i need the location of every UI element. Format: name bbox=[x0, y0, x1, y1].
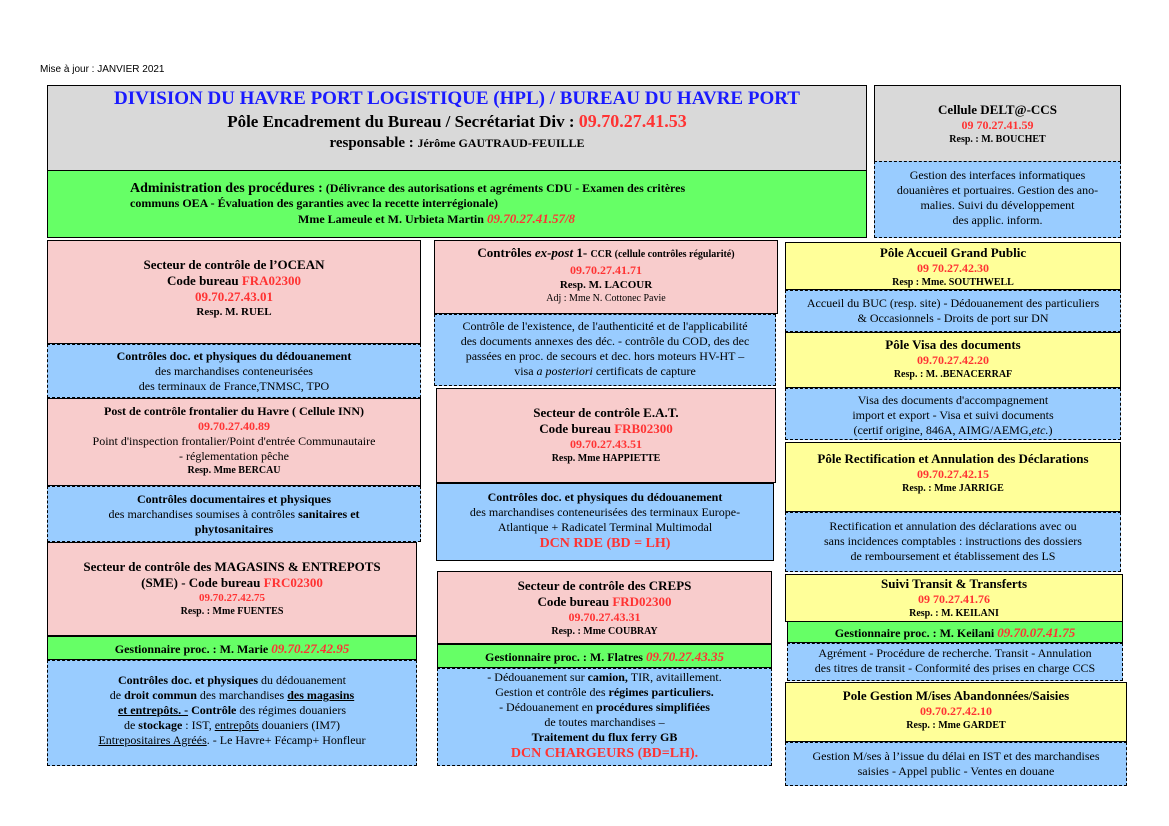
suivi-transit-desc bbox=[787, 643, 1123, 681]
sme-d5b: . - Le Havre+ Fécamp+ Honfleur bbox=[206, 733, 366, 747]
suivi-transit-box bbox=[785, 574, 1123, 622]
pole-gestion-box bbox=[785, 682, 1127, 742]
creps-d1c: TIR, avitaillement. bbox=[630, 670, 722, 684]
secteur-ocean-code: FRA02300 bbox=[241, 273, 302, 288]
secteur-creps-desc-line bbox=[438, 685, 771, 700]
pole-visa-desc bbox=[785, 388, 1121, 440]
administration-phone: 09.70.27.41.57/8 bbox=[486, 211, 576, 226]
pole-encadrement-phone: 09.70.27.41.53 bbox=[578, 111, 687, 131]
pole-gestion-desc bbox=[785, 742, 1127, 786]
secteur-sme-title-2-line bbox=[48, 575, 416, 591]
cellule-inn-box bbox=[47, 398, 421, 486]
pole-gestion-title: Pole Gestion M/ises Abandonnées/Saisies bbox=[842, 688, 1070, 703]
administration-text bbox=[48, 181, 866, 211]
cellule-delta-phone: 09 70.27.41.59 bbox=[961, 118, 1034, 132]
secteur-sme-gestionnaire-label: Gestionnaire proc. : M. Marie bbox=[114, 642, 269, 656]
cellule-delta-desc-line: douanières et portuaires. Gestion des ano- bbox=[896, 183, 1099, 197]
pole-encadrement-label: Pôle Encadrement du Bureau / Secrétariat Div : bbox=[227, 112, 575, 131]
secteur-sme-gestionnaire bbox=[47, 636, 417, 660]
suivi-transit-desc-line: Agrément - Procédure de recherche. Transit - Annulation bbox=[818, 646, 1092, 660]
cellule-inn-line-2: - réglementation pêche bbox=[179, 449, 289, 463]
sme-d2b: droit commun bbox=[124, 688, 197, 702]
update-note: Mise à jour : JANVIER 2021 bbox=[40, 64, 165, 75]
pole-visa-desc-line bbox=[786, 423, 1120, 438]
pole-accueil-title: Pôle Accueil Grand Public bbox=[879, 245, 1027, 260]
secteur-creps-phone: 09.70.27.43.31 bbox=[568, 610, 641, 624]
controles-expost-phone: 09.70.27.41.71 bbox=[570, 263, 642, 277]
responsable-label: responsable : bbox=[329, 135, 414, 151]
cellule-inn-desc-bold: sanitaires et bbox=[298, 507, 360, 521]
cellule-inn-desc-line bbox=[48, 507, 420, 522]
pole-rectification-title: Pôle Rectification et Annulation des Déclarations bbox=[817, 451, 1089, 466]
secteur-creps-desc-line: de toutes marchandises – bbox=[544, 715, 665, 729]
pole-visa-box bbox=[785, 332, 1121, 388]
pole-gestion-phone: 09.70.27.42.10 bbox=[920, 704, 992, 718]
suivi-transit-gestionnaire bbox=[787, 621, 1123, 643]
sme-d4d: entrepôts bbox=[214, 718, 259, 732]
suivi-transit-phone: 09 70.27.41.76 bbox=[918, 592, 990, 606]
controles-expost-desc-line: passées en proc. de secours et dec. hors moteurs HV-HT – bbox=[465, 349, 745, 363]
cellule-inn-phone: 09.70.27.40.89 bbox=[198, 419, 270, 433]
secteur-eat-desc-title: Contrôles doc. et physiques du dédouanement bbox=[487, 490, 723, 504]
secteur-eat-box bbox=[436, 388, 776, 483]
creps-d3a: - Dédouanement en bbox=[499, 700, 594, 714]
sme-d4e: douaniers (IM7) bbox=[261, 718, 341, 732]
cellule-delta-resp: Resp. : M. BOUCHET bbox=[949, 134, 1046, 145]
secteur-creps-box bbox=[437, 571, 772, 644]
division-header bbox=[47, 85, 867, 171]
secteur-creps-dcn: DCN CHARGEURS (BD=LH). bbox=[510, 746, 699, 761]
secteur-sme-title-1: Secteur de contrôle des MAGASINS & ENTREPOTS bbox=[83, 559, 381, 574]
secteur-sme-phone: 09.70.27.42.75 bbox=[199, 592, 265, 604]
sme-d1a: Contrôles doc. et physiques bbox=[118, 673, 259, 687]
cellule-delta-desc-line: malies. Suivi du développement bbox=[920, 198, 1075, 212]
pole-visa-phone: 09.70.27.42.20 bbox=[917, 353, 989, 367]
expost-title-a: Contrôles bbox=[477, 245, 532, 260]
secteur-ocean-box bbox=[47, 240, 421, 344]
creps-d1a: - Dédouanement sur bbox=[487, 670, 585, 684]
secteur-eat-code-label: Code bureau bbox=[539, 421, 611, 436]
pole-visa-title: Pôle Visa des documents bbox=[885, 337, 1021, 352]
cellule-delta-box bbox=[874, 85, 1121, 162]
visa-desc-3c: ) bbox=[1048, 423, 1053, 437]
sme-d1b: du dédouanement bbox=[261, 673, 346, 687]
cellule-delta-desc-line: des applic. inform. bbox=[952, 213, 1043, 227]
secteur-sme-title-2: (SME) - Code bureau bbox=[141, 575, 261, 590]
cellule-inn-desc-bold-2: phytosanitaires bbox=[194, 522, 274, 536]
secteur-sme-resp: Resp. : Mme FUENTES bbox=[180, 606, 284, 617]
sme-d5a: Entrepositaires Agréés bbox=[98, 733, 207, 747]
controles-expost-resp: Resp. M. LACOUR bbox=[559, 279, 653, 291]
secteur-ocean-desc-line: des marchandises conteneurisées bbox=[155, 364, 313, 378]
sme-d3a: et entrepôts. - bbox=[117, 703, 189, 717]
creps-d2b: régimes particuliers. bbox=[608, 685, 714, 699]
secteur-creps-desc-line bbox=[438, 670, 771, 685]
sme-d3c: des régimes douaniers bbox=[239, 703, 347, 717]
secteur-eat-dcn: DCN RDE (BD = LH) bbox=[539, 536, 671, 551]
controles-expost-desc-line: Contrôle de l'existence, de l'authenticité et de l'applicabilité bbox=[462, 319, 748, 333]
pole-visa-desc-line: Visa des documents d'accompagnement bbox=[857, 393, 1049, 407]
responsable-name: Jérôme GAUTRAUD-FEUILLE bbox=[417, 136, 585, 150]
secteur-ocean-desc-line: des terminaux de France,TNMSC, TPO bbox=[138, 379, 330, 393]
expost-title-d: CCR (cellule contrôles régularité) bbox=[590, 249, 735, 260]
pole-gestion-desc-line: saisies - Appel public - Ventes en douane bbox=[857, 764, 1055, 778]
secteur-creps-gestionnaire-phone: 09.70.27.43.35 bbox=[645, 649, 724, 664]
suivi-transit-title: Suivi Transit & Transferts bbox=[880, 576, 1028, 591]
secteur-ocean-code-label: Code bureau bbox=[166, 273, 239, 288]
visa-desc-3a: (certif origine, 846A, AIMG/AEMG, bbox=[853, 423, 1032, 437]
secteur-creps-code-label: Code bureau bbox=[537, 594, 610, 609]
controles-expost-title bbox=[435, 245, 777, 263]
sme-d3b: Contrôle bbox=[191, 703, 237, 717]
pole-accueil-phone: 09 70.27.42.30 bbox=[917, 261, 989, 275]
secteur-creps-gestionnaire bbox=[437, 644, 772, 668]
pole-accueil-box bbox=[785, 242, 1121, 290]
creps-d2a: Gestion et contrôle des bbox=[495, 685, 606, 699]
suivi-transit-gestionnaire-label: Gestionnaire proc. : M. Keilani bbox=[834, 626, 995, 640]
secteur-eat-phone: 09.70.27.43.51 bbox=[570, 437, 642, 451]
secteur-eat-desc-line: des marchandises conteneurisées des terminaux Europe- bbox=[469, 505, 741, 519]
pole-accueil-desc-line: & Occasionnels - Droits de port sur DN bbox=[857, 311, 1049, 325]
secteur-creps-title: Secteur de contrôle des CREPS bbox=[517, 578, 692, 593]
creps-d3b: procédures simplifiées bbox=[596, 700, 710, 714]
responsable-line bbox=[48, 133, 866, 153]
cellule-inn-desc bbox=[47, 486, 421, 542]
pole-accueil-resp: Resp : Mme. SOUTHWELL bbox=[892, 277, 1014, 288]
pole-rectification-desc-line: sans incidences comptables : instructions des dossiers bbox=[824, 534, 1082, 548]
pole-accueil-desc-line: Accueil du BUC (resp. site) - Dédouanement des particuliers bbox=[806, 296, 1100, 310]
cellule-inn-line-1: Point d'inspection frontalier/Point d'entrée Communautaire bbox=[92, 434, 376, 448]
pole-rectification-phone: 09.70.27.42.15 bbox=[917, 467, 989, 481]
secteur-sme-gestionnaire-phone: 09.70.27.42.95 bbox=[271, 641, 350, 656]
expost-desc-4a: visa bbox=[514, 364, 534, 378]
secteur-sme-desc-line bbox=[48, 703, 416, 718]
creps-d1b: camion, bbox=[587, 670, 628, 684]
suivi-transit-resp: Resp. : M. KEILANI bbox=[909, 608, 999, 619]
secteur-ocean-phone: 09.70.27.43.01 bbox=[195, 289, 273, 304]
administration-desc-2: communs OEA - Évaluation des garanties avec la recette interrégionale) bbox=[130, 196, 499, 210]
controles-expost-adj: Adj : Mme N. Cottonec Pavie bbox=[546, 293, 666, 304]
secteur-sme-desc-line bbox=[48, 718, 416, 733]
secteur-creps-code-line bbox=[438, 594, 771, 610]
secteur-eat-resp: Resp. Mme HAPPIETTE bbox=[551, 453, 661, 464]
pole-gestion-desc-line: Gestion M/ses à l’issue du délai en IST et des marchandises bbox=[812, 749, 1100, 763]
pole-rectification-resp: Resp. : Mme JARRIGE bbox=[902, 483, 1004, 494]
cellule-delta-desc bbox=[874, 161, 1121, 238]
secteur-ocean-desc bbox=[47, 344, 421, 398]
secteur-sme-desc bbox=[47, 660, 417, 766]
administration-desc-1: (Délivrance des autorisations et agréments CDU - Examen des critères bbox=[325, 181, 686, 195]
controles-expost-desc-line: des documents annexes des déc. - contrôle du COD, des dec bbox=[460, 334, 750, 348]
secteur-creps-resp: Resp. : Mme COUBRAY bbox=[551, 626, 658, 637]
controles-expost-box bbox=[434, 240, 778, 314]
secteur-ocean-desc-title: Contrôles doc. et physiques du dédouanement bbox=[116, 349, 352, 363]
administration-box bbox=[47, 170, 867, 238]
suivi-transit-gestionnaire-phone: 09.70.07.41.75 bbox=[997, 625, 1076, 640]
sme-d4c: : IST, bbox=[185, 718, 212, 732]
secteur-sme-desc-line bbox=[48, 733, 416, 748]
secteur-eat-title: Secteur de contrôle E.A.T. bbox=[533, 405, 679, 420]
pole-rectification-desc-line: de remboursement et établissement des LS bbox=[850, 549, 1056, 563]
secteur-sme-box bbox=[47, 542, 417, 636]
secteur-ocean-code-line bbox=[48, 273, 420, 289]
cellule-delta-desc-line: Gestion des interfaces informatiques bbox=[909, 168, 1086, 182]
pole-gestion-resp: Resp. : Mme GARDET bbox=[906, 720, 1006, 731]
secteur-eat-code-line bbox=[437, 421, 775, 437]
secteur-eat-desc bbox=[436, 483, 774, 561]
sme-d2a: de bbox=[109, 688, 122, 702]
secteur-sme-desc-line bbox=[48, 688, 416, 703]
secteur-creps-desc-line: Traitement du flux ferry GB bbox=[531, 730, 678, 744]
controles-expost-desc-line bbox=[435, 364, 775, 379]
expost-desc-4b: a posteriori bbox=[536, 364, 593, 378]
cellule-inn-desc-title: Contrôles documentaires et physiques bbox=[136, 492, 332, 506]
cellule-inn-resp: Resp. Mme BERCAU bbox=[187, 465, 281, 476]
secteur-eat-code: FRB02300 bbox=[614, 421, 673, 436]
secteur-sme-desc-line bbox=[48, 673, 416, 688]
cellule-inn-title: Post de contrôle frontalier du Havre ( Cellule INN) bbox=[104, 404, 364, 418]
cellule-delta-title: Cellule DELT@-CCS bbox=[938, 102, 1057, 117]
secteur-eat-desc-line: Atlantique + Radicatel Terminal Multimodal bbox=[497, 520, 713, 534]
secteur-creps-desc bbox=[437, 668, 772, 766]
division-title: DIVISION DU HAVRE PORT LOGISTIQUE (HPL) / BUREAU DU HAVRE PORT bbox=[114, 88, 800, 109]
suivi-transit-desc-line: des titres de transit - Conformité des prises en charge CCS bbox=[814, 661, 1096, 675]
secteur-creps-code: FRD02300 bbox=[612, 594, 672, 609]
pole-accueil-desc bbox=[785, 290, 1121, 332]
pole-visa-resp: Resp. : M. .BENACERRAF bbox=[893, 369, 1013, 380]
pole-visa-desc-line: import et export - Visa et suivi documents bbox=[852, 408, 1054, 422]
secteur-ocean-title: Secteur de contrôle de l’OCEAN bbox=[143, 257, 325, 272]
administration-title: Administration des procédures : bbox=[130, 181, 323, 196]
sme-d2d: des magasins bbox=[287, 688, 355, 702]
controles-expost-desc bbox=[434, 314, 776, 386]
pole-rectification-desc bbox=[785, 512, 1121, 572]
cellule-inn-desc-pre: des marchandises soumises à contrôles bbox=[108, 507, 296, 521]
secteur-sme-code: FRC02300 bbox=[263, 575, 323, 590]
visa-desc-3b: etc. bbox=[1031, 423, 1049, 437]
administration-names: Mme Lameule et M. Urbieta Martin bbox=[298, 212, 484, 226]
secteur-creps-desc-line bbox=[438, 700, 771, 715]
sme-d2c: des marchandises bbox=[199, 688, 285, 702]
sme-d4a: de bbox=[123, 718, 136, 732]
pole-rectification-box bbox=[785, 442, 1121, 512]
expost-desc-4c: certificats de capture bbox=[595, 364, 696, 378]
expost-title-b: ex-post bbox=[534, 245, 574, 260]
secteur-creps-gestionnaire-label: Gestionnaire proc. : M. Flatres bbox=[485, 650, 643, 664]
expost-title-c: 1- bbox=[576, 245, 588, 260]
pole-rectification-desc-line: Rectification et annulation des déclarations avec ou bbox=[829, 519, 1077, 533]
sme-d4b: stockage bbox=[138, 718, 183, 732]
secteur-ocean-resp: Resp. M. RUEL bbox=[196, 306, 272, 318]
administration-contact bbox=[48, 211, 866, 227]
pole-encadrement-line bbox=[48, 110, 866, 133]
